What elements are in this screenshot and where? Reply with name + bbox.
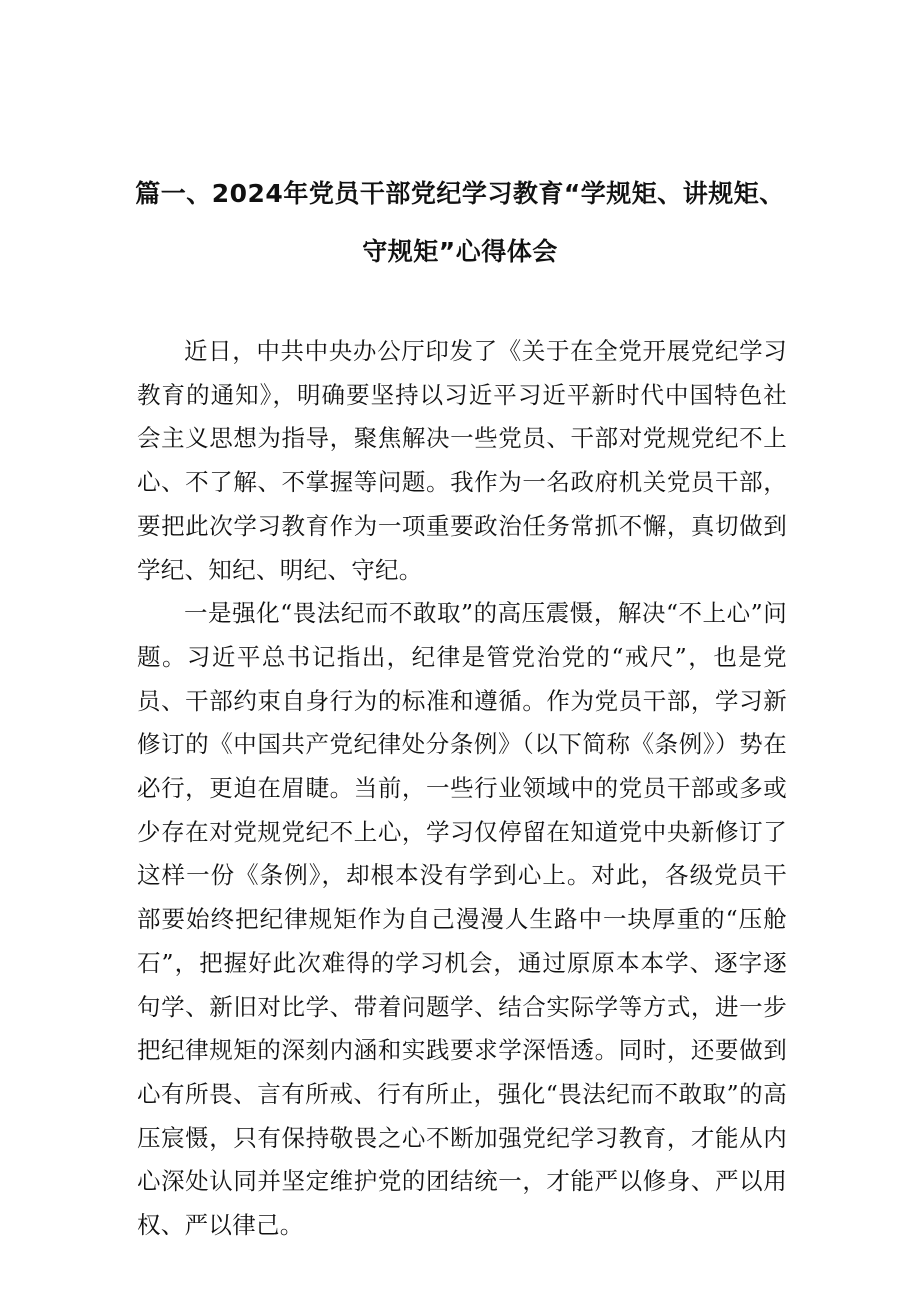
paragraph-point-one: 一是强化“畏法纪而不敢取”的高压震慑，解决“不上心”问题。习近平总书记指出，纪律是管党治党的“戒尺”，也是党员、干部约束自身行为的标准和遵循。作为党员干部，学习新修订的《中国共产党纪律处分条例》（以下简称《条例》）势在必行，更迫在眉睫。当前，一些行业领域中的党员干部或多或少存在对党规党纪不上心，学习仅停留在知道党中央新修订了这样一份《条例》，却根本没有学到心上。对此，各级党员干部要始终把纪律规矩作为自己漫漫人生路中一块厚重的“压舱石”，把握好此次难得的学习机会，通过原原本本学、逐字逐句学、新旧对比学、带着问题学、结合实际学等方式，进一步把纪律规矩的深刻内涵和实践要求学深悟透。同时，还要做到心有所畏、言有所戒、行有所止，强化“畏法纪而不敢取”的高压宸慑，只有保持敬畏之心不断加强党纪学习教育，才能从内心深处认同并坚定维护党的团结统一，才能严以修身、严以用权、严以律己。: [137, 599, 787, 1240]
document-body: [137, 330, 787, 1248]
document-title-line-2: 守规矩”心得体会: [362, 237, 558, 266]
paragraph-intro: 近日，中共中央办公厅印发了《关于在全党开展党纪学习教育的通知》，明确要坚持以习近平习近平新时代中国特色社会主义思想为指导，聚焦解决一些党员、干部对党规党纪不上心、不了解、不掌握等问题。我作为一名政府机关党员干部，要把此次学习教育作为一项重要政治任务常抓不懈，真切做到学纪、知纪、明纪、守纪。: [137, 337, 787, 584]
document-title-line-1: 篇一、2024年党员干部党纪学习教育“学规矩、讲规矩、: [135, 179, 785, 208]
